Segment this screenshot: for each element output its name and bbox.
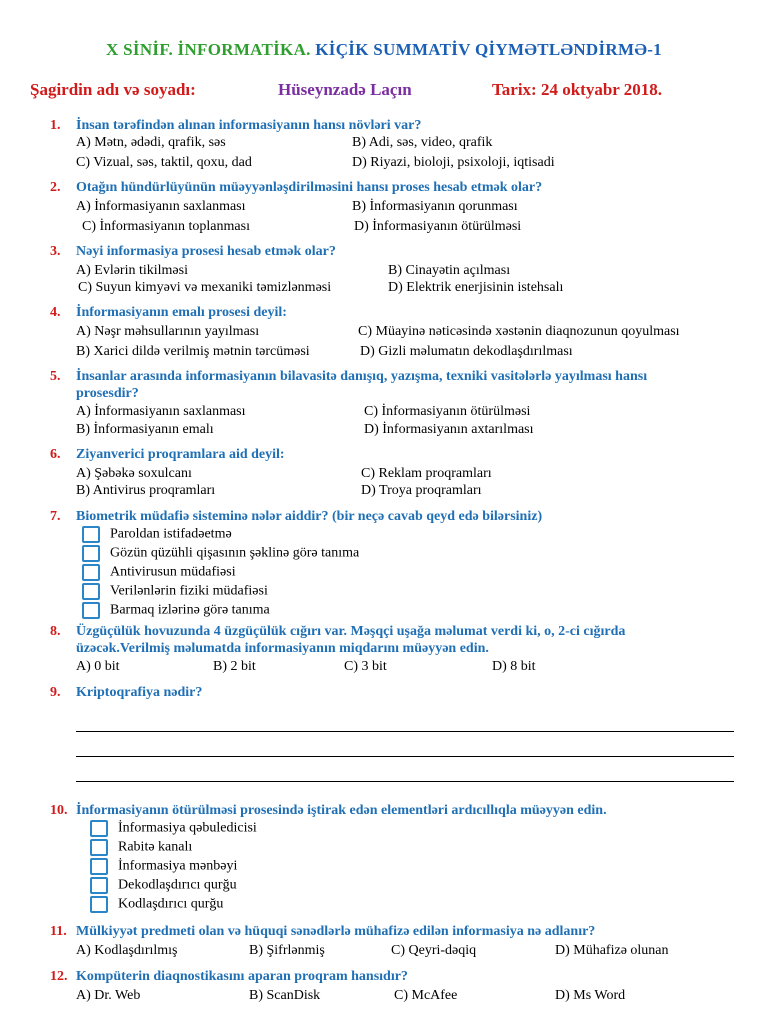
checkbox-label: Dekodlaşdırıcı qurğu xyxy=(118,877,237,893)
question-text: Nəyi informasiya prosesi hesab etmək olar? xyxy=(76,244,336,259)
option: D) İnformasiyanın ötürülməsi xyxy=(354,219,522,234)
option: C) Qeyri-dəqiq xyxy=(391,943,477,958)
question-4 xyxy=(50,304,750,321)
title-class-subject: X SİNİF. İNFORMATİKA. xyxy=(106,40,311,59)
question-number: 11. xyxy=(50,924,67,939)
option: D) Riyazi, bioloji, psixoloji, iqtisadi xyxy=(352,155,555,170)
checkbox-option[interactable] xyxy=(82,526,232,544)
question-text: Biometrik müdafiə sisteminə nələr aiddir? (bir neçə cavab qeyd edə bilərsiniz) xyxy=(76,509,543,524)
answer-line[interactable] xyxy=(76,756,734,757)
checkbox[interactable] xyxy=(82,526,100,543)
option: D) Mühafizə olunan xyxy=(555,943,669,958)
question-text: Kompüterin diaqnostikasını aparan proqram hansıdır? xyxy=(76,969,408,984)
checkbox[interactable] xyxy=(82,564,100,581)
option: C) İnformasiyanın ötürülməsi xyxy=(364,404,531,419)
option: C) Reklam proqramları xyxy=(361,466,492,481)
worksheet-title xyxy=(0,40,768,60)
answer-line[interactable] xyxy=(76,781,734,782)
checkbox[interactable] xyxy=(82,583,100,600)
option: A) Nəşr məhsullarının yayılması xyxy=(76,324,260,339)
option: D) Elektrik enerjisinin istehsalı xyxy=(388,280,564,295)
option: B) Adi, səs, video, qrafik xyxy=(352,135,493,150)
option: C) McAfee xyxy=(394,988,458,1003)
option: D) Gizli məlumatın dekodlaşdırılması xyxy=(360,344,573,359)
checkbox-option[interactable] xyxy=(82,545,359,563)
question-text-continued: prosesdir? xyxy=(76,386,139,401)
question-2 xyxy=(50,179,750,196)
question-text: İnsanlar arasında informasiyanın bilavasitə danışıq, yazışma, texniki vasitələrlə yayılması hansı xyxy=(76,369,648,384)
option: B) ScanDisk xyxy=(249,988,321,1003)
option: C) İnformasiyanın toplanması xyxy=(82,219,250,234)
checkbox-option[interactable] xyxy=(90,858,237,876)
checkbox-option[interactable] xyxy=(82,583,268,601)
question-number: 5. xyxy=(50,369,61,384)
question-number: 8. xyxy=(50,624,61,639)
question-12 xyxy=(50,968,750,985)
question-number: 9. xyxy=(50,685,61,700)
student-label: Şagirdin adı və soyadı: xyxy=(30,80,196,99)
checkbox-label: Rabitə kanalı xyxy=(118,839,193,855)
option: C) Vizual, səs, taktil, qoxu, dad xyxy=(76,155,252,170)
option: B) Cinayətin açılması xyxy=(388,263,511,278)
question-3 xyxy=(50,243,750,260)
option: A) Mətn, ədədi, qrafik, səs xyxy=(76,135,226,150)
question-11 xyxy=(50,923,750,940)
question-10 xyxy=(50,802,750,819)
option: C) Müayinə nəticəsində xəstənin diaqnozunun qoyulması xyxy=(358,324,680,339)
checkbox[interactable] xyxy=(90,896,108,913)
checkbox-option[interactable] xyxy=(90,877,237,895)
question-number: 1. xyxy=(50,118,61,133)
question-number: 2. xyxy=(50,180,61,195)
checkbox[interactable] xyxy=(90,820,108,837)
question-8 xyxy=(50,623,750,657)
question-number: 7. xyxy=(50,509,61,524)
checkbox-option[interactable] xyxy=(82,564,236,582)
question-text-continued: üzəcək.Verilmiş məlumatda informasiyanın miqdarını müəyyən edin. xyxy=(76,641,489,656)
checkbox[interactable] xyxy=(82,602,100,619)
checkbox-option[interactable] xyxy=(82,602,270,620)
checkbox-option[interactable] xyxy=(90,896,223,914)
option: A) Kodlaşdırılmış xyxy=(76,943,178,958)
option: B) İnformasiyanın emalı xyxy=(76,422,214,437)
option: B) Antivirus proqramları xyxy=(76,483,216,498)
question-text: Otağın hündürlüyünün müəyyənləşdirilməsini hansı proses hesab etmək olar? xyxy=(76,180,543,195)
question-text: Üzgüçülük hovuzunda 4 üzgüçülük cığırı var. Məşqçi uşağa məlumat verdi ki, o, 2-ci cığırda xyxy=(76,624,626,639)
question-number: 12. xyxy=(50,969,68,984)
option: B) 2 bit xyxy=(213,659,256,674)
student-info-row xyxy=(30,80,738,102)
option: A) Dr. Web xyxy=(76,988,141,1003)
option: B) İnformasiyanın qorunması xyxy=(352,199,518,214)
checkbox-label: Antivirusun müdafiəsi xyxy=(110,564,236,580)
checkbox-label: Barmaq izlərinə görə tanıma xyxy=(110,602,270,618)
checkbox-label: Kodlaşdırıcı qurğu xyxy=(118,896,224,912)
checkbox[interactable] xyxy=(90,839,108,856)
option: B) Xarici dildə verilmiş mətnin tərcüməsi xyxy=(76,344,310,359)
option: D) İnformasiyanın axtarılması xyxy=(364,422,534,437)
question-number: 4. xyxy=(50,305,61,320)
checkbox-label: Paroldan istifadəetmə xyxy=(110,526,232,542)
option: A) Şəbəkə soxulcanı xyxy=(76,466,192,481)
question-number: 6. xyxy=(50,447,61,462)
question-6 xyxy=(50,446,750,463)
option: A) Evlərin tikilməsi xyxy=(76,263,188,278)
checkbox[interactable] xyxy=(82,545,100,562)
option: C) Suyun kimyəvi və mexaniki təmizlənməsi xyxy=(78,280,332,295)
question-text: İnsan tərəfindən alınan informasiyanın hansı növləri var? xyxy=(76,118,422,133)
option: A) 0 bit xyxy=(76,659,120,674)
question-text: Mülkiyyət predmeti olan və hüquqi sənədlərlə mühafizə edilən informasiya nə adlanır? xyxy=(76,924,596,939)
checkbox[interactable] xyxy=(90,858,108,875)
checkbox-label: İnformasiya qəbuledicisi xyxy=(118,820,257,836)
checkbox-label: Verilənlərin fiziki müdafiəsi xyxy=(110,583,268,599)
checkbox-label: İnformasiya mənbəyi xyxy=(118,858,238,874)
option: C) 3 bit xyxy=(344,659,387,674)
question-text: Ziyanverici proqramlara aid deyil: xyxy=(76,447,285,462)
question-5 xyxy=(50,368,750,402)
question-1 xyxy=(50,117,750,134)
option: D) Troya proqramları xyxy=(361,483,482,498)
question-text: İnformasiyanın emalı prosesi deyil: xyxy=(76,305,287,320)
date-label: Tarix: 24 oktyabr 2018. xyxy=(492,80,663,99)
question-number: 10. xyxy=(50,803,68,818)
option: D) 8 bit xyxy=(492,659,536,674)
checkbox-label: Gözün qüzühli qişasının şəklinə görə tanıma xyxy=(110,545,360,561)
option: D) Ms Word xyxy=(555,988,626,1003)
checkbox-option[interactable] xyxy=(90,820,257,838)
question-text: İnformasiyanın ötürülməsi prosesində iştirak edən elementləri ardıcıllıqla müəyyən edin. xyxy=(76,803,607,818)
student-name: Hüseynzadə Laçın xyxy=(278,80,412,99)
title-assessment: KİÇİK SUMMATİV QİYMƏTLƏNDİRMƏ-1 xyxy=(315,40,662,59)
question-9 xyxy=(50,684,750,701)
checkbox[interactable] xyxy=(90,877,108,894)
checkbox-option[interactable] xyxy=(90,839,192,857)
option: A) İnformasiyanın saxlanması xyxy=(76,404,246,419)
answer-line[interactable] xyxy=(76,731,734,732)
question-text: Kriptoqrafiya nədir? xyxy=(76,685,203,700)
question-7 xyxy=(50,508,750,525)
question-number: 3. xyxy=(50,244,61,259)
option: A) İnformasiyanın saxlanması xyxy=(76,199,246,214)
option: B) Şifrlənmiş xyxy=(249,943,325,958)
